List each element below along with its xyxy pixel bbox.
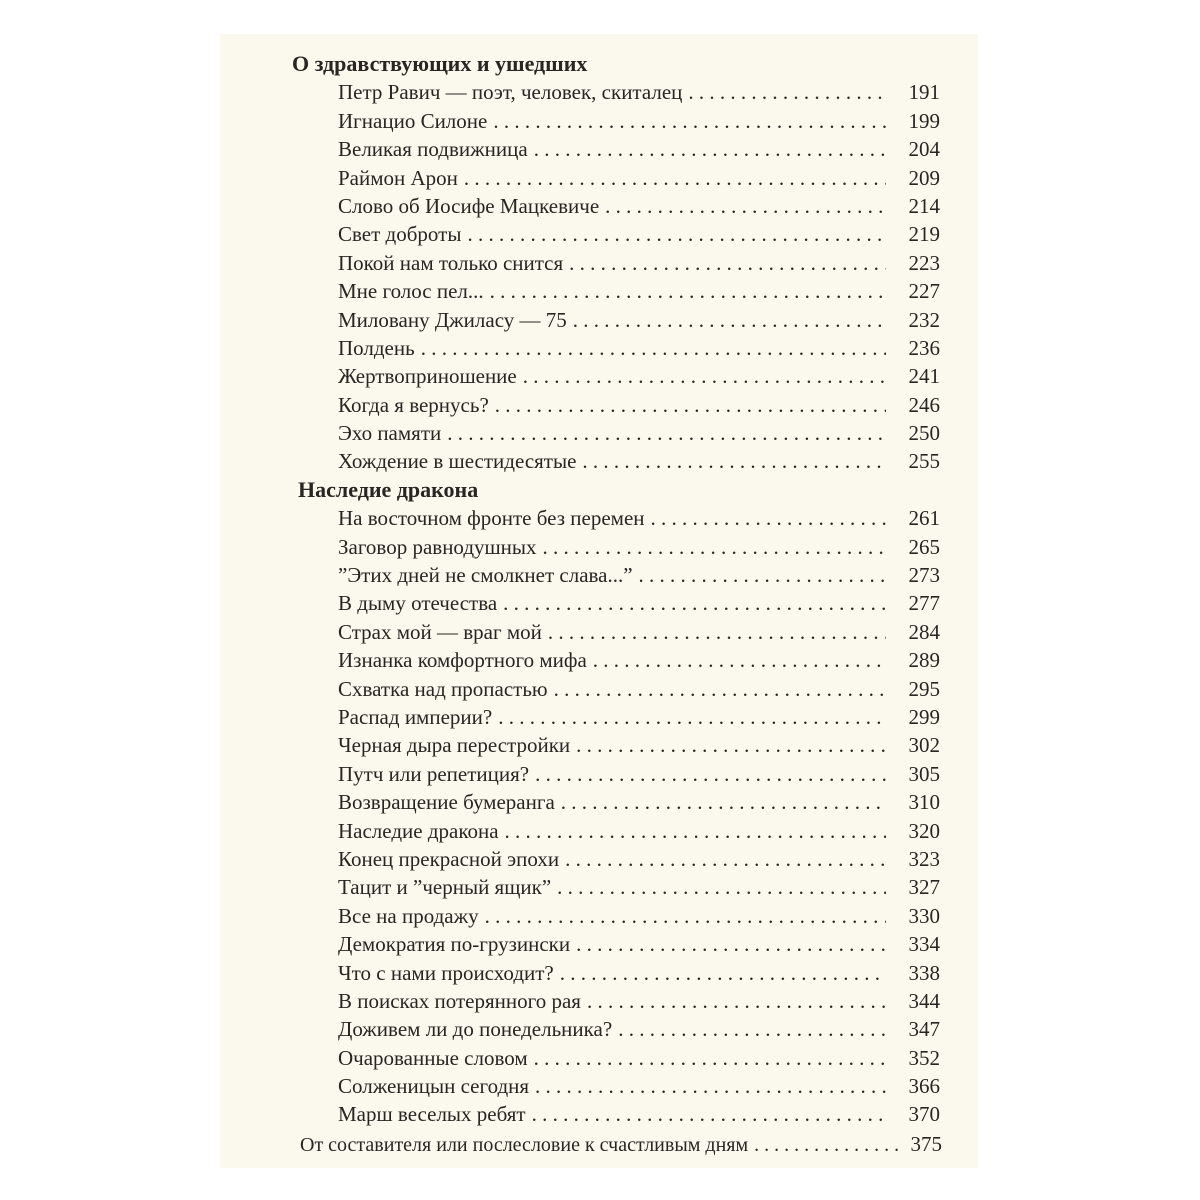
dot-leader: [499, 817, 886, 845]
dot-leader: [559, 845, 886, 873]
entry-title: Все на продажу: [338, 903, 479, 928]
toc-entry[interactable]: [292, 1044, 940, 1072]
entry-page: 204: [908, 137, 940, 162]
entry-title: В дыму отечества: [338, 591, 498, 616]
entry-page: 265: [908, 534, 940, 559]
entry-title: Очарованные словом: [338, 1045, 528, 1070]
dot-leader: [487, 107, 886, 135]
toc-entry[interactable]: [292, 107, 940, 135]
entry-page: 277: [908, 591, 940, 616]
toc-entry[interactable]: [292, 760, 940, 788]
entry-title: Путч или репетиция?: [338, 761, 530, 786]
entry-title: Покой нам только снится: [338, 250, 564, 275]
dot-leader: [479, 902, 886, 930]
entry-page: 344: [908, 988, 940, 1013]
dot-leader: [599, 192, 886, 220]
entry-title: Страх мой — враг мой: [338, 619, 542, 644]
toc-entry[interactable]: [292, 902, 940, 930]
entry-page: 366: [908, 1074, 940, 1099]
toc-entry[interactable]: [292, 447, 940, 475]
entry-page: 273: [908, 563, 940, 588]
toc-entry[interactable]: [292, 220, 940, 248]
toc-entry[interactable]: [292, 391, 940, 419]
toc-entry[interactable]: [292, 533, 940, 561]
entry-page: 223: [908, 250, 940, 275]
toc-entry[interactable]: [292, 164, 940, 192]
entry-title: Слово об Иосифе Мацкевиче: [338, 193, 600, 218]
dot-leader: [682, 78, 886, 106]
entry-title: Полдень: [338, 335, 415, 360]
dot-leader: [526, 1100, 886, 1128]
entry-title: ”Этих дней не смолкнет слава...”: [338, 563, 633, 588]
entry-page: 330: [908, 903, 940, 928]
entry-title: Конец прекрасной эпохи: [338, 846, 560, 871]
entry-title: Тацит и ”черный ящик”: [338, 875, 552, 900]
table-of-contents: [292, 50, 940, 1159]
toc-entry[interactable]: [292, 675, 940, 703]
entry-title: Великая подвижница: [338, 137, 528, 162]
toc-entry[interactable]: [292, 419, 940, 447]
dot-leader: [489, 391, 886, 419]
toc-entry[interactable]: [292, 1072, 940, 1100]
dot-leader: [612, 1015, 886, 1043]
dot-leader: [461, 220, 886, 248]
toc-entry[interactable]: [292, 930, 940, 958]
dot-leader: [517, 362, 886, 390]
entry-page: 209: [908, 165, 940, 190]
dot-leader: [576, 447, 886, 475]
dot-leader: [587, 646, 886, 674]
toc-entry[interactable]: [292, 817, 940, 845]
dot-leader: [555, 788, 886, 816]
toc-entry[interactable]: [292, 504, 940, 532]
toc-entry[interactable]: [292, 1100, 940, 1128]
entry-title: Марш веселых ребят: [338, 1102, 526, 1127]
dot-leader: [441, 419, 886, 447]
dot-leader: [563, 249, 886, 277]
entry-page: 338: [908, 960, 940, 985]
entry-page: 250: [908, 421, 940, 446]
entry-title: В поисках потерянного рая: [338, 988, 581, 1013]
entry-title: От составителя или послесловие к счастливым дням: [300, 1133, 749, 1156]
entry-page: 299: [908, 704, 940, 729]
entry-page: 191: [908, 80, 940, 105]
dot-leader: [548, 675, 886, 703]
toc-entry[interactable]: [292, 618, 940, 646]
toc-entry[interactable]: [292, 646, 940, 674]
toc-entry[interactable]: [292, 135, 940, 163]
entry-title: Мне голос пел...: [338, 279, 484, 304]
dot-leader: [537, 533, 886, 561]
dot-leader: [529, 760, 886, 788]
entry-title: Солженицын сегодня: [338, 1074, 530, 1099]
entry-page: 255: [908, 449, 940, 474]
entry-page: 236: [908, 335, 940, 360]
dot-leader: [551, 873, 886, 901]
dot-leader: [492, 703, 886, 731]
entry-title: Изнанка комфортного мифа: [338, 648, 587, 673]
entry-page: 295: [908, 676, 940, 701]
entry-title: Игнацио Силоне: [338, 108, 488, 133]
dot-leader: [458, 164, 886, 192]
toc-entry[interactable]: [292, 561, 940, 589]
toc-entry[interactable]: [292, 959, 940, 987]
toc-entry[interactable]: [292, 703, 940, 731]
toc-final-entry[interactable]: [300, 1129, 942, 1159]
entry-title: Наследие дракона: [338, 818, 499, 843]
toc-entry[interactable]: [292, 845, 940, 873]
entry-page: 241: [908, 364, 940, 389]
dot-leader: [528, 1044, 886, 1072]
entry-page: 227: [908, 279, 940, 304]
entry-page: 320: [908, 818, 940, 843]
toc-entry[interactable]: [292, 306, 940, 334]
entry-page: 352: [908, 1045, 940, 1070]
entry-title: Черная дыра перестройки: [338, 733, 571, 758]
dot-leader: [415, 334, 886, 362]
entry-title: Возвращение бумеранга: [338, 790, 555, 815]
dot-leader: [633, 561, 886, 589]
entry-page: 323: [908, 846, 940, 871]
entry-page: 284: [908, 619, 940, 644]
entry-title: Заговор равнодушных: [338, 534, 537, 559]
entry-title: Схватка над пропастью: [338, 676, 548, 701]
dot-leader: [529, 1072, 886, 1100]
entry-page: 199: [908, 108, 940, 133]
entry-title: Хождение в шестидесятые: [338, 449, 577, 474]
entry-title: Петр Равич — поэт, человек, скиталец: [338, 80, 683, 105]
dot-leader: [484, 277, 886, 305]
entry-title: Распад империи?: [338, 704, 493, 729]
dot-leader: [748, 1130, 898, 1160]
toc-entry[interactable]: [292, 873, 940, 901]
dot-leader: [570, 930, 886, 958]
toc-entry[interactable]: [292, 788, 940, 816]
entry-title: Доживем ли до понедельника?: [338, 1017, 613, 1042]
entry-page: 246: [908, 392, 940, 417]
entry-title: Эхо памяти: [338, 421, 442, 446]
dot-leader: [554, 959, 886, 987]
toc-entry[interactable]: [292, 192, 940, 220]
entry-page: 261: [908, 506, 940, 531]
entry-page: 214: [908, 193, 940, 218]
entry-title: Свет доброты: [338, 222, 462, 247]
toc-entry[interactable]: [292, 589, 940, 617]
entry-page: 305: [908, 761, 940, 786]
entry-page: 219: [908, 222, 940, 247]
dot-leader: [567, 306, 886, 334]
section-heading: Наследие дракона: [298, 476, 479, 502]
entry-page: 347: [908, 1017, 940, 1042]
toc-entry[interactable]: [292, 362, 940, 390]
toc-entry[interactable]: [292, 1015, 940, 1043]
dot-leader: [528, 135, 886, 163]
toc-entry[interactable]: [292, 277, 940, 305]
toc-entry[interactable]: [292, 249, 940, 277]
entry-page: 334: [908, 932, 940, 957]
dot-leader: [645, 504, 887, 532]
toc-entry[interactable]: [292, 78, 940, 106]
toc-entry[interactable]: [292, 334, 940, 362]
entry-title: Жертвоприношение: [338, 364, 517, 389]
entry-page: 302: [908, 733, 940, 758]
dot-leader: [542, 618, 886, 646]
entry-title: Когда я вернусь?: [338, 392, 489, 417]
entry-page: 232: [908, 307, 940, 332]
entry-page: 327: [908, 875, 940, 900]
dot-leader: [570, 731, 886, 759]
entry-title: Что с нами происходит?: [338, 960, 554, 985]
entry-page: 370: [908, 1102, 940, 1127]
entry-page: 289: [908, 648, 940, 673]
entry-page: 310: [908, 790, 940, 815]
section-heading: О здравствующих и ушедших: [292, 51, 588, 76]
toc-entry[interactable]: [292, 987, 940, 1015]
entry-title: На восточном фронте без перемен: [338, 506, 645, 531]
toc-entry[interactable]: [292, 731, 940, 759]
entry-title: Демократия по-грузински: [338, 932, 571, 957]
dot-leader: [581, 987, 886, 1015]
dot-leader: [497, 589, 886, 617]
entry-title: Миловану Джиласу — 75: [338, 307, 567, 332]
entry-title: Раймон Арон: [338, 165, 458, 190]
entry-page: 375: [910, 1131, 942, 1156]
